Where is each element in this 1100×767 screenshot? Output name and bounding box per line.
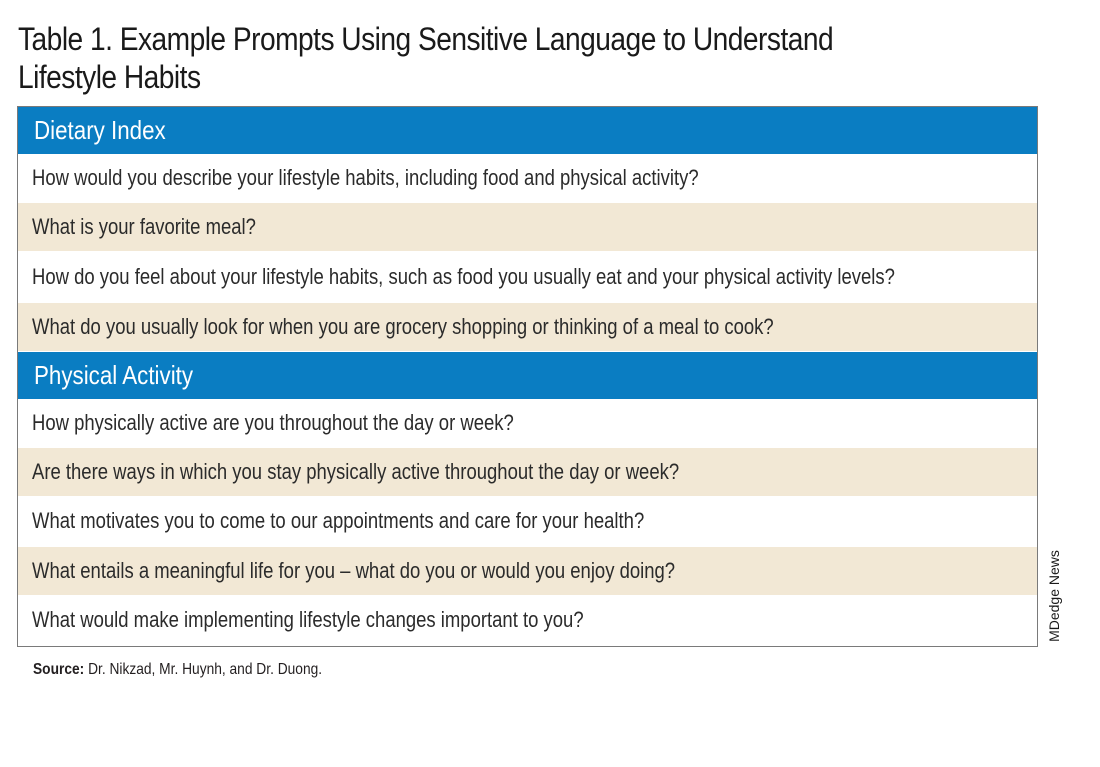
prompts-table <box>17 106 1038 647</box>
table-row <box>18 399 1037 447</box>
source-text: Dr. Nikzad, Mr. Huynh, and Dr. Duong. <box>88 661 323 678</box>
table-row <box>18 448 1037 496</box>
section-heading: Dietary Index <box>34 115 166 145</box>
table-row <box>18 253 1037 301</box>
table-row <box>18 596 1037 644</box>
prompt-text: How would you describe your lifestyle habits, including food and physical activity? <box>32 165 699 190</box>
prompt-text: What entails a meaningful life for you – what do you or would you enjoy doing? <box>32 558 676 583</box>
prompt-text: What motivates you to come to our appointments and care for your health? <box>32 508 645 533</box>
section-header-physical-activity <box>18 352 1037 399</box>
table-row <box>18 154 1037 202</box>
prompt-text: What would make implementing lifestyle changes important to you? <box>32 607 584 632</box>
prompt-text: What is your favorite meal? <box>32 214 256 239</box>
prompt-text: How do you feel about your lifestyle habits, such as food you usually eat and your physical activity levels? <box>32 264 895 289</box>
table-row <box>18 547 1037 595</box>
table-row <box>18 203 1037 251</box>
source-note <box>33 661 322 679</box>
publisher-credit: MDedge News <box>1046 550 1062 642</box>
prompt-text: Are there ways in which you stay physically active throughout the day or week? <box>32 459 680 484</box>
prompt-text: What do you usually look for when you are grocery shopping or thinking of a meal to cook? <box>32 314 774 339</box>
table-title: Table 1. Example Prompts Using Sensitive Language to Understand Lifestyle Habits <box>18 21 834 95</box>
table-row <box>18 497 1037 545</box>
source-label: Source: <box>33 661 85 678</box>
table-row <box>18 303 1037 351</box>
prompt-text: How physically active are you throughout the day or week? <box>32 410 514 435</box>
section-heading: Physical Activity <box>34 360 194 390</box>
section-header-dietary-index <box>18 107 1037 154</box>
